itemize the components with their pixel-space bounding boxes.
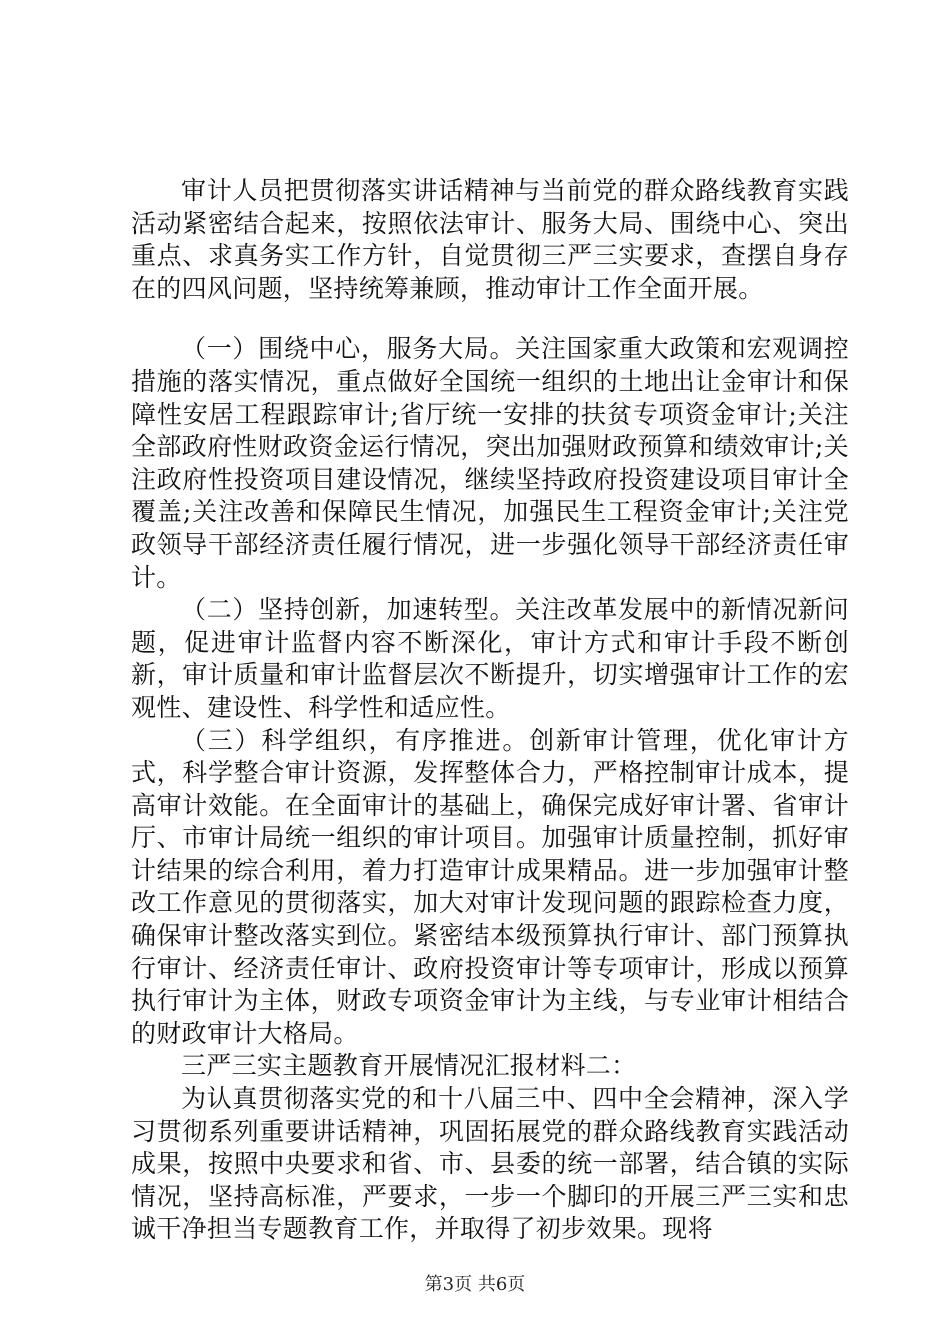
paragraph-section-3: （三）科学组织，有序推进。创新审计管理，优化审计方式，科学整合审计资源，发挥整体合力，严格控制审计成本，提高审计效能。在全面审计的基础上，确保完成好审计署、省审计厅、市审计局统一组织的审计项目。加强审计质量控制，抓好审计结果的综合利用，着力打造审计成果精品。进一步加强审计整改工作意见的贯彻落实，加大对审计发现问题的跟踪检查力度，确保审计整改落实到位。紧密结本级预算执行审计、部门预算执行审计、经济责任审计、政府投资审计等专项审计，形成以预算执行审计为主体，财政专项资金审计为主线，与专业审计相结合的财政审计大格局。 bbox=[131, 725, 849, 1048]
paragraph-section-1: （一）围绕中心，服务大局。关注国家重大政策和宏观调控措施的落实情况，重点做好全国统一组织的土地出让金审计和保障性安居工程跟踪审计;省厅统一安排的扶贫专项资金审计;关注全部政府性财政资金运行情况，突出加强财政预算和绩效审计;关注政府性投资项目建设情况，继续坚持政府投资建设项目审计全覆盖;关注改善和保障民生情况，加强民生工程资金审计;关注党政领导干部经济责任履行情况，进一步强化领导干部经济责任审计。 bbox=[131, 334, 849, 592]
paragraph-section-2: （二）坚持创新，加速转型。关注改革发展中的新情况新问题，促进审计监督内容不断深化，审计方式和审计手段不断创新，审计质量和审计监督层次不断提升，切实增强审计工作的宏观性、建设性、科学性和适应性。 bbox=[131, 595, 849, 722]
paragraph-heading-material-2: 三严三实主题教育开展情况汇报材料二： bbox=[181, 1051, 637, 1081]
document-body bbox=[131, 175, 849, 1246]
page-number-footer: 第3页 共6页 bbox=[424, 1274, 526, 1295]
paragraph-intro: 审计人员把贯彻落实讲话精神与当前党的群众路线教育实践活动紧密结合起来，按照依法审计、服务大局、围绕中心、突出重点、求真务实工作方针，自觉贯彻三严三实要求，查摆自身存在的四风问题，坚持统筹兼顾，推动审计工作全面开展。 bbox=[131, 176, 849, 303]
paragraph-material-2-intro: 为认真贯彻落实党的和十八届三中、四中全会精神，深入学习贯彻系列重要讲话精神，巩固拓展党的群众路线教育实践活动成果，按照中央要求和省、市、县委的统一部署，结合镇的实际情况，坚持高标准，严要求，一步一个脚印的开展三严三实和忠诚干净担当专题教育工作，并取得了初步效果。现将 bbox=[131, 1084, 849, 1244]
